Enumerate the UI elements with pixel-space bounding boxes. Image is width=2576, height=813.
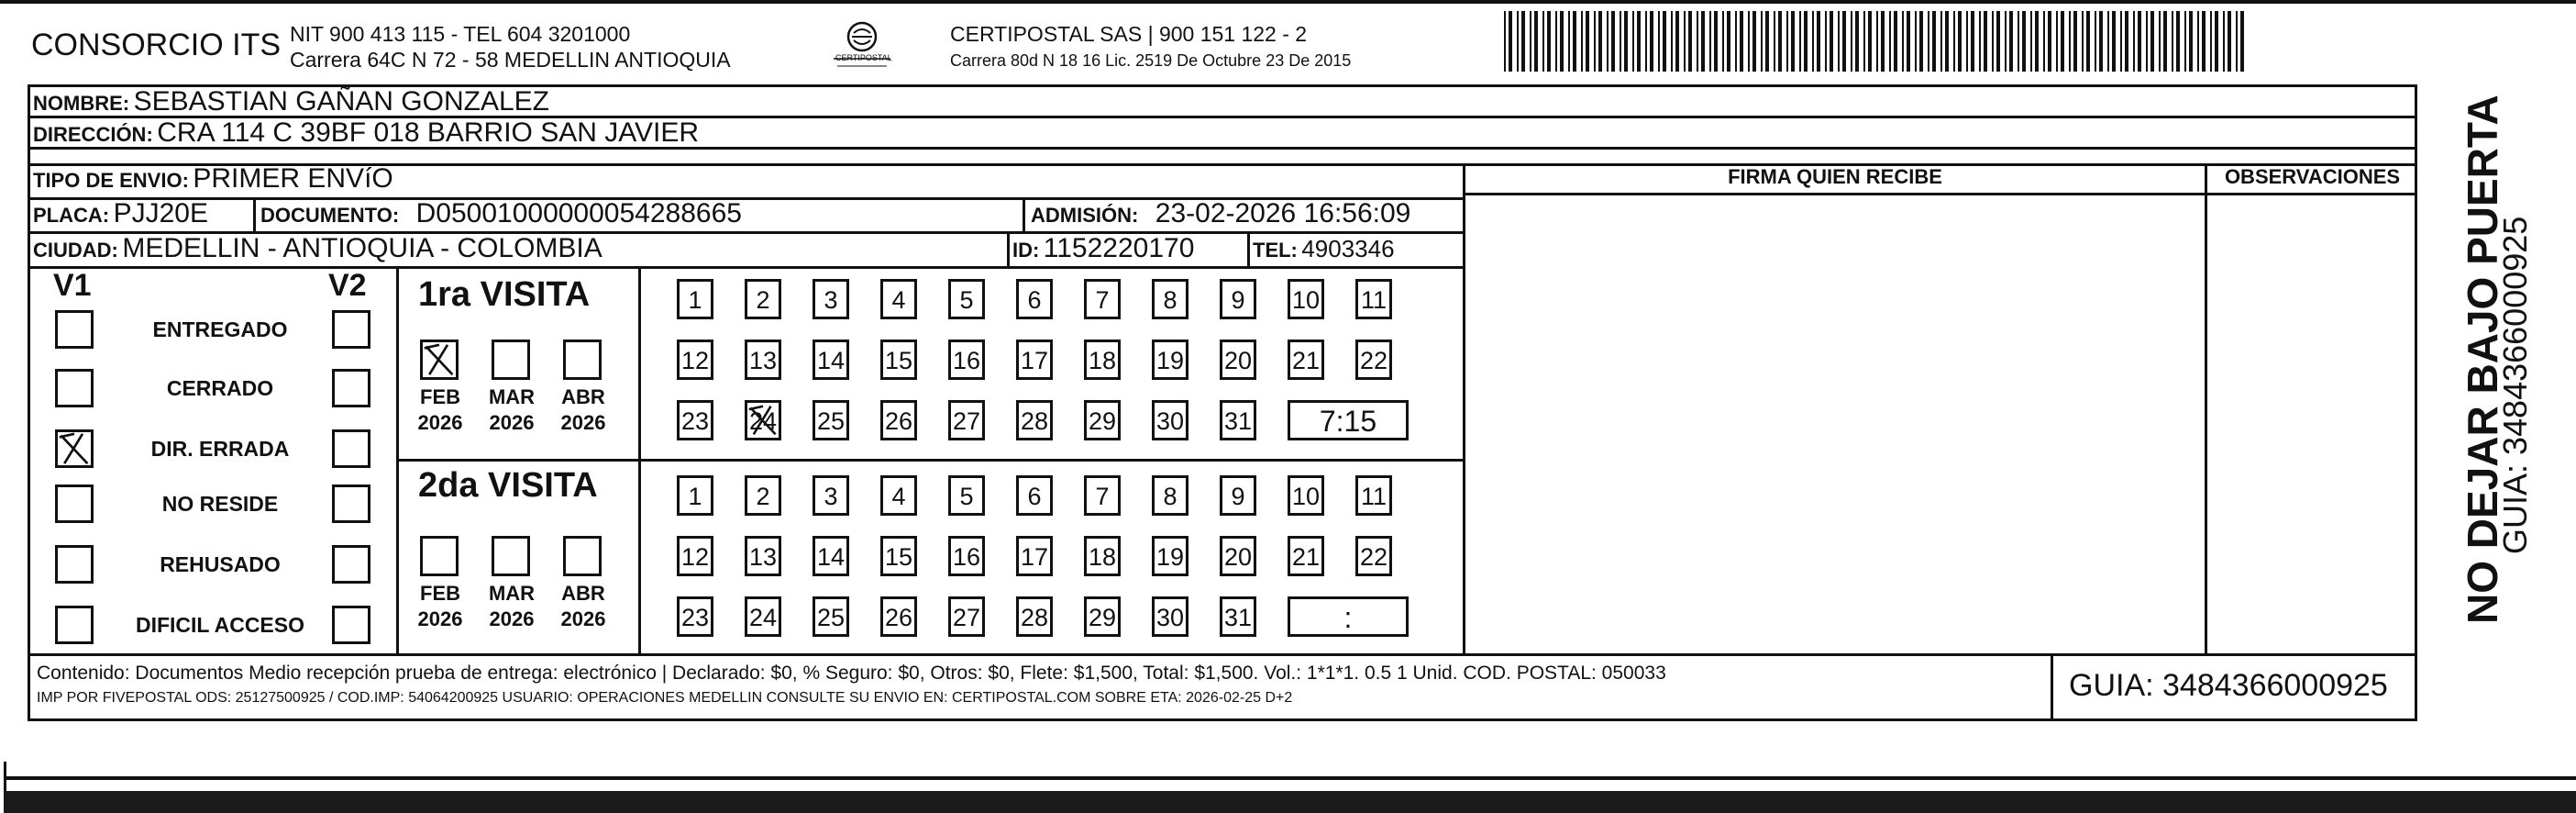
bottom-edge-shadow (4, 791, 2576, 813)
documento-value: D05001000000054288665 (415, 198, 742, 228)
v2-checkbox-2[interactable] (332, 369, 370, 407)
visit1-day-3[interactable]: 3 (813, 279, 849, 319)
visit1-day-12[interactable]: 12 (677, 340, 713, 380)
visit2-day-26[interactable]: 26 (880, 596, 917, 637)
company-nit: NIT 900 413 115 - TEL 604 3201000 (290, 22, 631, 46)
visit1-month-label: MAR (488, 385, 536, 408)
visit2-month-label: MAR (488, 582, 536, 605)
v2-checkbox-3[interactable] (332, 429, 370, 468)
logo-text: CERTIPOSTAL (835, 53, 892, 62)
ciudad-value: MEDELLIN - ANTIOQUIA - COLOMBIA (122, 233, 603, 263)
visit1-month-checkbox-abr[interactable] (563, 340, 602, 380)
v2-label: V2 (328, 268, 367, 303)
visit1-title: 1ra VISITA (418, 275, 591, 314)
barcode (1502, 11, 2250, 72)
tel-divider (1247, 231, 1250, 266)
company-address: Carrera 64C N 72 - 58 MEDELLIN ANTIOQUIA (290, 48, 731, 72)
visit1-day-19[interactable]: 19 (1152, 340, 1188, 380)
visit1-day-5[interactable]: 5 (948, 279, 985, 319)
visit2-month-checkbox-abr[interactable] (563, 536, 602, 576)
visit1-day-10[interactable]: 10 (1288, 279, 1324, 319)
footer-line1: Contenido: Documentos Medio recepción prueba de entrega: electrónico | Declarado: $0, % Seguro: $0, Otros: $0, Flete: $1,500, Total: $1,500. Vol.: 1*1*1. 0.5 1 Unid. COD. POSTAL: 050033 (37, 663, 1666, 684)
observaciones-area[interactable] (2207, 195, 2417, 653)
v2-checkbox-5[interactable] (332, 545, 370, 584)
direccion-label: DIRECCIÓN: (33, 123, 153, 146)
visit2-day-21[interactable]: 21 (1288, 536, 1324, 576)
visit2-time-field[interactable]: : (1288, 596, 1409, 637)
visit1-day-14[interactable]: 14 (813, 340, 849, 380)
visit1-day-6[interactable]: 6 (1016, 279, 1053, 319)
visit1-day-4[interactable]: 4 (880, 279, 917, 319)
visit2-day-24[interactable]: 24 (745, 596, 781, 637)
footer-line2: IMP POR FIVEPOSTAL ODS: 25127500925 / COD.IMP: 54064200925 USUARIO: OPERACIONES MEDELLIN CONSULTE SU ENVIO EN: CERTIPOSTAL.COM SOBRE ETA: 2026-02-25 D+2 (37, 690, 1293, 706)
visit2-month-label: FEB (420, 582, 460, 605)
visit2-day-22[interactable]: 22 (1355, 536, 1392, 576)
visit2-month-label: ABR (561, 582, 605, 605)
visit2-day-28[interactable]: 28 (1016, 596, 1053, 637)
tipo-field (33, 163, 393, 195)
firma-label: FIRMA QUIEN RECIBE (1728, 165, 1942, 188)
id-value: 1152220170 (1043, 233, 1195, 263)
visit2-day-4[interactable]: 4 (880, 475, 917, 516)
visit1-day-26[interactable]: 26 (880, 400, 917, 440)
v2-checkbox-1[interactable] (332, 310, 370, 349)
visit2-day-27[interactable]: 27 (948, 596, 985, 637)
ciudad-label: CIUDAD: (33, 239, 118, 262)
top-edge-line (0, 0, 2576, 4)
id-divider (1007, 231, 1010, 266)
direccion-value: CRA 114 C 39BF 018 BARRIO SAN JAVIER (157, 117, 700, 148)
visit1-year-label: 2026 (417, 411, 463, 434)
visit1-year-label: 2026 (560, 411, 606, 434)
visit1-day-13[interactable]: 13 (745, 340, 781, 380)
visit1-month-label: ABR (561, 385, 605, 408)
visit1-day-9[interactable]: 9 (1220, 279, 1256, 319)
visit1-day-22[interactable]: 22 (1355, 340, 1392, 380)
status-label: ENTREGADO (152, 317, 288, 341)
admision-field (1031, 198, 1410, 229)
visit2-day-15[interactable]: 15 (880, 536, 917, 576)
v1-checkbox-3[interactable] (55, 429, 94, 468)
v1-checkbox-4[interactable] (55, 484, 94, 523)
visit1-month-checkbox-mar[interactable] (492, 340, 530, 380)
nombre-field (33, 86, 549, 117)
visit2-day-11[interactable]: 11 (1355, 475, 1392, 516)
row-line (28, 266, 1463, 269)
ciudad-field (33, 233, 603, 264)
certipostal-logo (830, 20, 894, 73)
visit2-day-14[interactable]: 14 (813, 536, 849, 576)
footer-guia: GUIA: 3484366000925 (2069, 668, 2388, 703)
tel-field (1253, 235, 1395, 263)
visit1-day-1[interactable]: 1 (677, 279, 713, 319)
visit-separator-line (396, 459, 1463, 462)
placa-value: PJJ20E (113, 198, 208, 228)
provider-name: CERTIPOSTAL SAS | 900 151 122 - 2 (950, 22, 1308, 46)
visit2-day-20[interactable]: 20 (1220, 536, 1256, 576)
visit1-day-11[interactable]: 11 (1355, 279, 1392, 319)
visit1-month-checkbox-feb[interactable] (420, 340, 459, 380)
nombre-label: NOMBRE: (33, 92, 130, 115)
visit2-year-label: 2026 (489, 607, 535, 630)
v1-checkbox-6[interactable] (55, 606, 94, 644)
v2-checkbox-6[interactable] (332, 606, 370, 644)
visit2-day-2[interactable]: 2 (745, 475, 781, 516)
visit2-day-30[interactable]: 30 (1152, 596, 1188, 637)
visit1-day-18[interactable]: 18 (1084, 340, 1121, 380)
visit2-day-12[interactable]: 12 (677, 536, 713, 576)
visit2-month-checkbox-feb[interactable] (420, 536, 459, 576)
visit1-day-25[interactable]: 25 (813, 400, 849, 440)
status-label: REHUSADO (160, 552, 281, 576)
tel-label: TEL: (1253, 239, 1298, 262)
visit1-day-27[interactable]: 27 (948, 400, 985, 440)
visit2-title: 2da VISITA (418, 466, 598, 505)
status-label: CERRADO (166, 376, 274, 400)
visit2-day-1[interactable]: 1 (677, 475, 713, 516)
placa-field (33, 198, 208, 229)
placa-divider (253, 197, 256, 231)
visit1-day-24[interactable]: 24 (745, 400, 781, 440)
visit2-day-18[interactable]: 18 (1084, 536, 1121, 576)
visit1-day-17[interactable]: 17 (1016, 340, 1053, 380)
visit2-day-8[interactable]: 8 (1152, 475, 1188, 516)
visit2-day-7[interactable]: 7 (1084, 475, 1121, 516)
visit1-day-31[interactable]: 31 (1220, 400, 1256, 440)
documento-field (260, 198, 742, 229)
visit2-day-9[interactable]: 9 (1220, 475, 1256, 516)
visit1-day-16[interactable]: 16 (948, 340, 985, 380)
side-guia: GUIA: 3484366000925 (2496, 216, 2534, 554)
v1-label: V1 (53, 268, 92, 303)
provider-address: Carrera 80d N 18 16 Lic. 2519 De Octubre 23 De 2015 (950, 51, 1352, 70)
visit2-day-31[interactable]: 31 (1220, 596, 1256, 637)
status-label: DIFICIL ACCESO (135, 613, 304, 637)
v1-checkbox-2[interactable] (55, 369, 94, 407)
visit2-day-17[interactable]: 17 (1016, 536, 1053, 576)
id-label: ID: (1012, 239, 1040, 262)
documento-label: DOCUMENTO: (260, 204, 400, 227)
visit2-day-16[interactable]: 16 (948, 536, 985, 576)
visit1-day-30[interactable]: 30 (1152, 400, 1188, 440)
visit1-month-label: FEB (420, 385, 460, 408)
visit2-day-25[interactable]: 25 (813, 596, 849, 637)
placa-label: PLACA: (33, 204, 110, 227)
visit2-day-29[interactable]: 29 (1084, 596, 1121, 637)
admision-label: ADMISIÓN: (1031, 204, 1139, 227)
visit1-day-29[interactable]: 29 (1084, 400, 1121, 440)
visit1-time-field[interactable]: 7:15 (1288, 400, 1409, 440)
visit2-day-5[interactable]: 5 (948, 475, 985, 516)
visit1-day-21[interactable]: 21 (1288, 340, 1324, 380)
visit1-day-2[interactable]: 2 (745, 279, 781, 319)
observaciones-label: OBSERVACIONES (2224, 165, 2401, 188)
visit1-day-20[interactable]: 20 (1220, 340, 1256, 380)
visit2-day-19[interactable]: 19 (1152, 536, 1188, 576)
company-name: CONSORCIO ITS (31, 28, 282, 62)
visit2-year-label: 2026 (560, 607, 606, 630)
signature-area[interactable] (1465, 195, 2205, 653)
tel-value: 4903346 (1301, 235, 1395, 262)
direccion-field (33, 117, 699, 149)
bottom-edge-line (4, 776, 2576, 780)
status-label: DIR. ERRADA (150, 437, 290, 461)
visit2-day-3[interactable]: 3 (813, 475, 849, 516)
visit1-year-label: 2026 (489, 411, 535, 434)
visit2-year-label: 2026 (417, 607, 463, 630)
visit2-day-10[interactable]: 10 (1288, 475, 1324, 516)
nombre-value: SEBASTIAN GAÑAN GONZALEZ (133, 86, 549, 117)
admision-value: 23-02-2026 16:56:09 (1155, 198, 1411, 228)
v1-checkbox-5[interactable] (55, 545, 94, 584)
admision-divider (1023, 197, 1025, 231)
tipo-label: TIPO DE ENVIO: (33, 169, 189, 192)
id-field (1012, 233, 1194, 264)
status-label: NO RESIDE (161, 492, 279, 516)
visit2-day-23[interactable]: 23 (677, 596, 713, 637)
visit1-day-28[interactable]: 28 (1016, 400, 1053, 440)
visit2-day-13[interactable]: 13 (745, 536, 781, 576)
visit2-month-checkbox-mar[interactable] (492, 536, 530, 576)
tipo-value: PRIMER ENVíO (193, 163, 393, 194)
v2-checkbox-4[interactable] (332, 484, 370, 523)
visit1-day-23[interactable]: 23 (677, 400, 713, 440)
v1-checkbox-1[interactable] (55, 310, 94, 349)
side-warning: NO DEJAR BAJO PUERTA (2459, 95, 2506, 624)
visit2-day-6[interactable]: 6 (1016, 475, 1053, 516)
visit1-day-15[interactable]: 15 (880, 340, 917, 380)
visit1-day-8[interactable]: 8 (1152, 279, 1188, 319)
visit1-day-7[interactable]: 7 (1084, 279, 1121, 319)
